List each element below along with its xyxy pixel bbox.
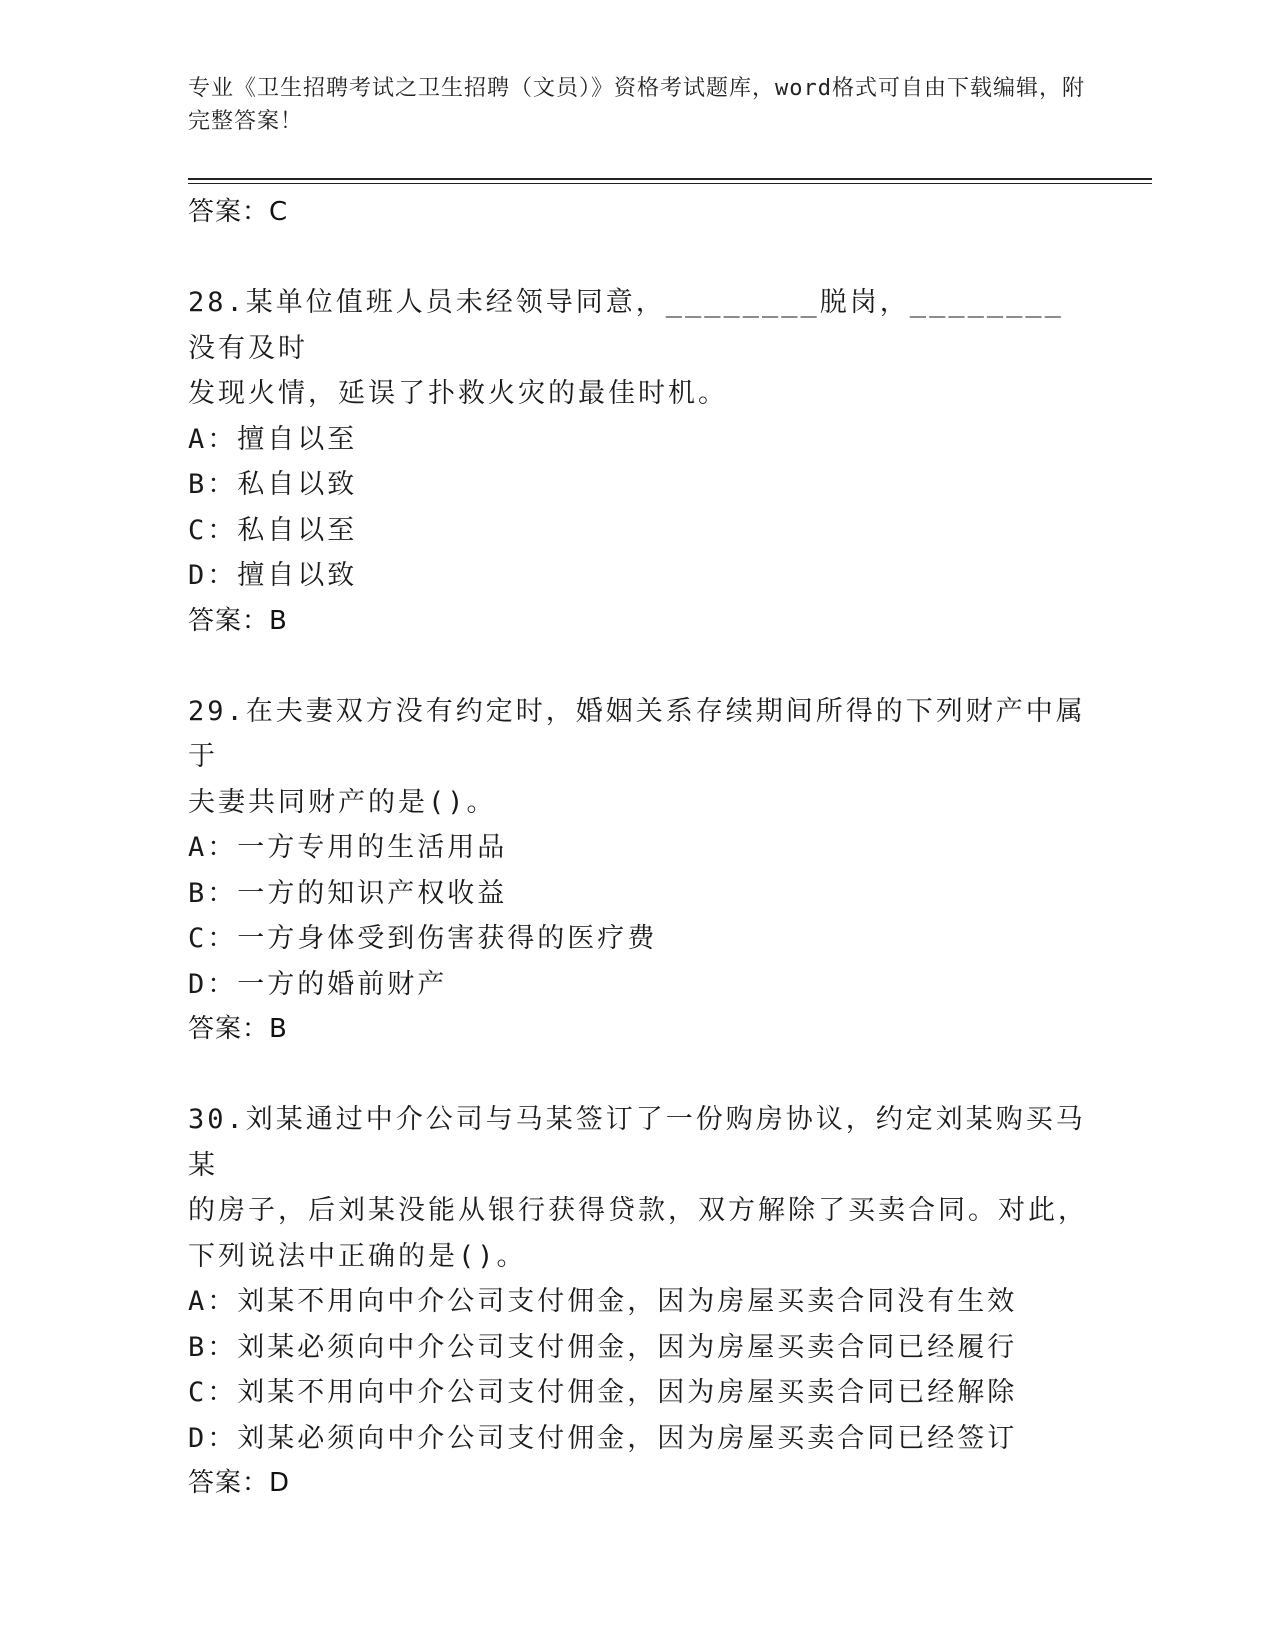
question-29: [188, 689, 1088, 1053]
header-divider-thin: [188, 183, 1152, 184]
option-b: B：一方的知识产权收益: [188, 877, 508, 909]
option-d: D：刘某必须向中介公司支付佣金，因为房屋买卖合同已经签订: [188, 1422, 1018, 1454]
question-28: [188, 280, 1088, 644]
option-a: A：一方专用的生活用品: [188, 832, 508, 863]
option-a: A：擅自以至: [188, 423, 358, 455]
option-b: B：私自以致: [188, 469, 358, 500]
question-answer: 答案：B: [188, 605, 288, 636]
option-a: A：刘某不用向中介公司支付佣金，因为房屋买卖合同没有生效: [188, 1286, 1018, 1317]
question-30: [188, 1097, 1088, 1506]
question-stem: 30.刘某通过中介公司与马某签订了一份购房协议，约定刘某购买马某: [188, 1104, 1086, 1181]
option-d: D：擅自以致: [188, 560, 358, 591]
question-answer: 答案：B: [188, 1014, 288, 1044]
option-c: C：一方身体受到伤害获得的医疗费: [188, 923, 658, 954]
question-stem: 下列说法中正确的是()。: [188, 1240, 527, 1272]
option-c: C：私自以至: [188, 514, 358, 546]
question-stem: 发现火情，延误了扑救火灾的最佳时机。: [188, 378, 728, 409]
option-c: C：刘某不用向中介公司支付佣金，因为房屋买卖合同已经解除: [188, 1377, 1018, 1408]
question-stem: 29.在夫妻双方没有约定时，婚姻关系存续期间所得的下列财产中属于: [188, 695, 1086, 772]
question-stem: 28.某单位值班人员未经领导同意，________脱岗，________没有及时: [188, 287, 1064, 364]
question-answer: 答案：D: [188, 1468, 291, 1498]
question-list: [188, 190, 1088, 1506]
question-stem: 的房子，后刘某没能从银行获得贷款，双方解除了买卖合同。对此，: [188, 1195, 1088, 1226]
option-d: D：一方的婚前财产: [188, 968, 448, 1000]
option-b: B：刘某必须向中介公司支付佣金，因为房屋买卖合同已经履行: [188, 1331, 1018, 1363]
header-divider: [188, 178, 1152, 180]
document-header: 专业《卫生招聘考试之卫生招聘（文员）》资格考试题库，word格式可自由下载编辑，附完整答案！: [188, 76, 1085, 134]
question-stem: 夫妻共同财产的是()。: [188, 786, 497, 818]
previous-answer: 答案：C: [188, 197, 289, 227]
